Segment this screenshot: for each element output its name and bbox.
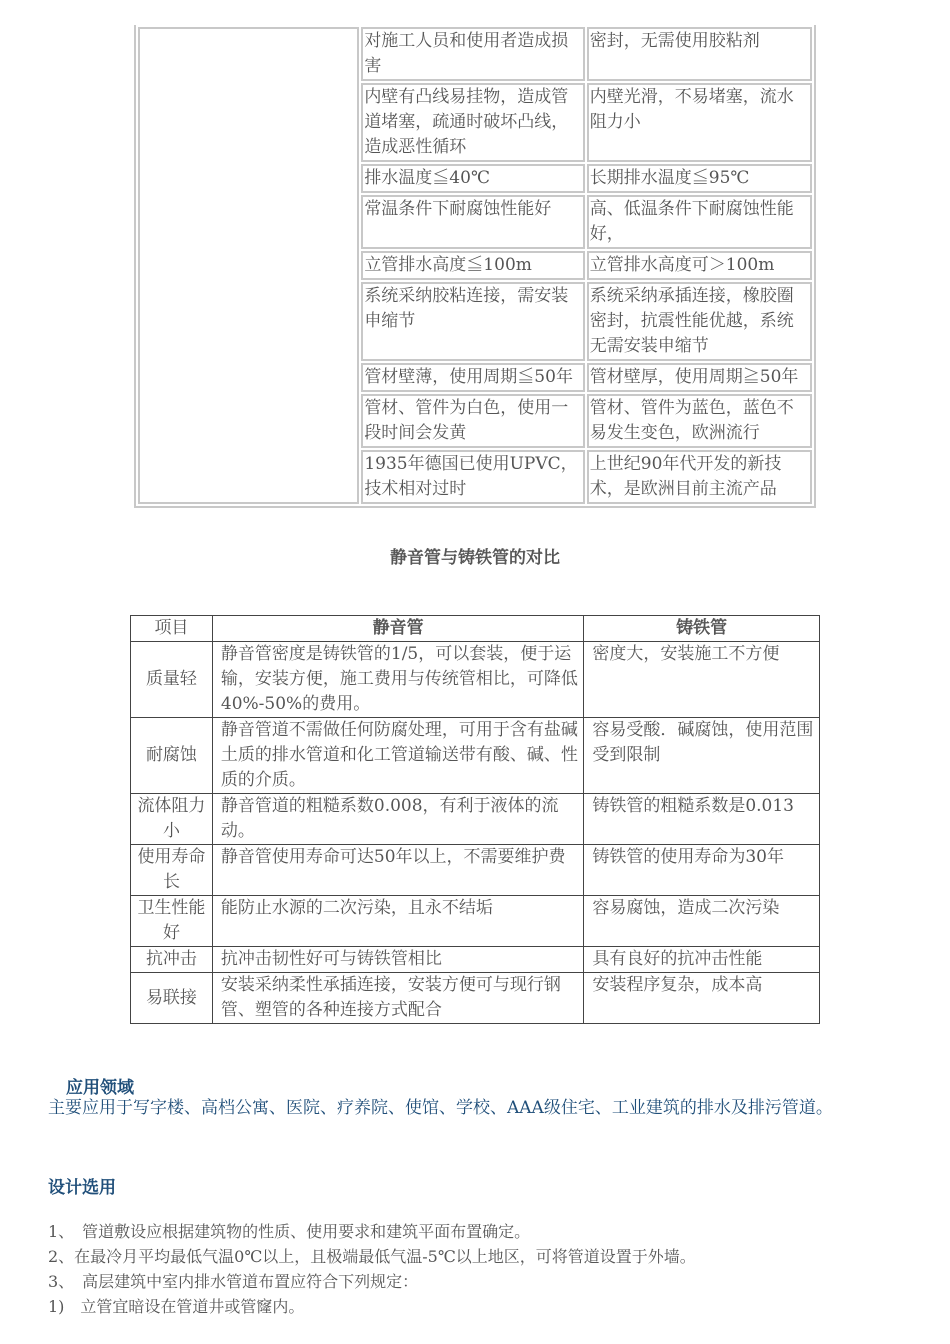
table-cell: 具有良好的抗冲击性能 (584, 947, 820, 973)
row-label: 耐腐蚀 (131, 718, 213, 794)
table-cell: 立管排水高度≦100m (361, 251, 584, 280)
table-row (131, 845, 820, 896)
silent-pipe-vs-cast-iron-table (130, 615, 820, 1024)
row-label: 卫生性能好 (131, 896, 213, 947)
table-header-row (131, 616, 820, 642)
list-item: 1) 立管宜暗设在管道井或管窿内。 (48, 1297, 305, 1316)
table-cell: 1935年德国已使用UPVC，技术相对过时 (361, 450, 584, 504)
table-row (138, 27, 812, 81)
table-cell: 系统采纳胶粘连接，需安装申缩节 (361, 282, 584, 361)
application-text: 主要应用于写字楼、高档公寓、医院、疗养院、使馆、学校、AAA级住宅、工业建筑的排水及排污管道。 (48, 1098, 833, 1118)
list-item: 2、在最冷月平均最低气温0℃以上，且极端最低气温-5℃以上地区，可将管道设置于外墙。 (48, 1247, 696, 1266)
row-label: 使用寿命长 (131, 845, 213, 896)
table-cell (138, 27, 359, 504)
table-cell: 容易受酸．碱腐蚀，使用范围受到限制 (584, 718, 820, 794)
table-cell: 内壁有凸线易挂物，造成管道堵塞，疏通时破坏凸线，造成恶性循环 (361, 83, 584, 162)
list-item: 3、 高层建筑中室内排水管道布置应符合下列规定： (48, 1272, 419, 1291)
table-cell: 对施工人员和使用者造成损害 (361, 27, 584, 81)
column-header-silent-pipe: 静音管 (212, 616, 583, 642)
table-cell: 排水温度≦40℃ (361, 164, 584, 193)
list-item: 1、 管道敷设应根据建筑物的性质、使用要求和建筑平面布置确定。 (48, 1222, 531, 1241)
table-cell: 安装采纳柔性承插连接，安装方便可与现行钢管、塑管的各种连接方式配合 (212, 973, 583, 1024)
table-cell: 静音管密度是铸铁管的1/5，可以套装，便于运输，安装方便，施工费用与传统管相比，可降低40%-50%的费用。 (212, 642, 583, 718)
table-row (131, 718, 820, 794)
row-label: 流体阻力小 (131, 794, 213, 845)
design-list (48, 1219, 928, 1319)
table-cell: 铸铁管的使用寿命为30年 (584, 845, 820, 896)
table-cell: 长期排水温度≦95℃ (587, 164, 812, 193)
table-row (131, 896, 820, 947)
table-cell: 密封，无需使用胶粘剂 (587, 27, 812, 81)
table-cell: 铸铁管的粗糙系数是0.013 (584, 794, 820, 845)
table-cell: 管材壁厚，使用周期≧50年 (587, 363, 812, 392)
table-cell: 管材、管件为白色，使用一段时间会发黄 (361, 394, 584, 448)
table-cell: 管材、管件为蓝色，蓝色不易发生变色，欧洲流行 (587, 394, 812, 448)
table-cell: 容易腐蚀，造成二次污染 (584, 896, 820, 947)
table-cell: 静音管道不需做任何防腐处理，可用于含有盐碱土质的排水管道和化工管道输送带有酸、碱、性质的介质。 (212, 718, 583, 794)
comparison-table-continued (134, 25, 816, 508)
table-row (131, 642, 820, 718)
table-row (131, 973, 820, 1024)
table-cell: 静音管道的粗糙系数0.008，有利于液体的流动。 (212, 794, 583, 845)
application-heading: 应用领域 (66, 1078, 134, 1098)
table-cell: 高、低温条件下耐腐蚀性能好， (587, 195, 812, 249)
row-label: 抗冲击 (131, 947, 213, 973)
table-cell: 安装程序复杂，成本高 (584, 973, 820, 1024)
table-cell: 管材壁薄，使用周期≦50年 (361, 363, 584, 392)
table-cell: 常温条件下耐腐蚀性能好 (361, 195, 584, 249)
row-label: 质量轻 (131, 642, 213, 718)
table-row (131, 794, 820, 845)
row-label: 易联接 (131, 973, 213, 1024)
design-heading: 设计选用 (48, 1178, 116, 1198)
table-row (131, 947, 820, 973)
table-cell: 能防止水源的二次污染，且永不结垢 (212, 896, 583, 947)
column-header-cast-iron: 铸铁管 (584, 616, 820, 642)
table-cell: 静音管使用寿命可达50年以上，不需要维护费 (212, 845, 583, 896)
table-caption: 静音管与铸铁管的对比 (390, 548, 560, 568)
table-cell: 上世纪90年代开发的新技术，是欧洲目前主流产品 (587, 450, 812, 504)
table-cell: 立管排水高度可＞100m (587, 251, 812, 280)
table-cell: 内壁光滑，不易堵塞，流水阻力小 (587, 83, 812, 162)
table-cell: 系统采纳承插连接，橡胶圈密封，抗震性能优越，系统无需安装申缩节 (587, 282, 812, 361)
column-header-item: 项目 (131, 616, 213, 642)
table-cell: 密度大，安装施工不方便 (584, 642, 820, 718)
table-cell: 抗冲击韧性好可与铸铁管相比 (212, 947, 583, 973)
